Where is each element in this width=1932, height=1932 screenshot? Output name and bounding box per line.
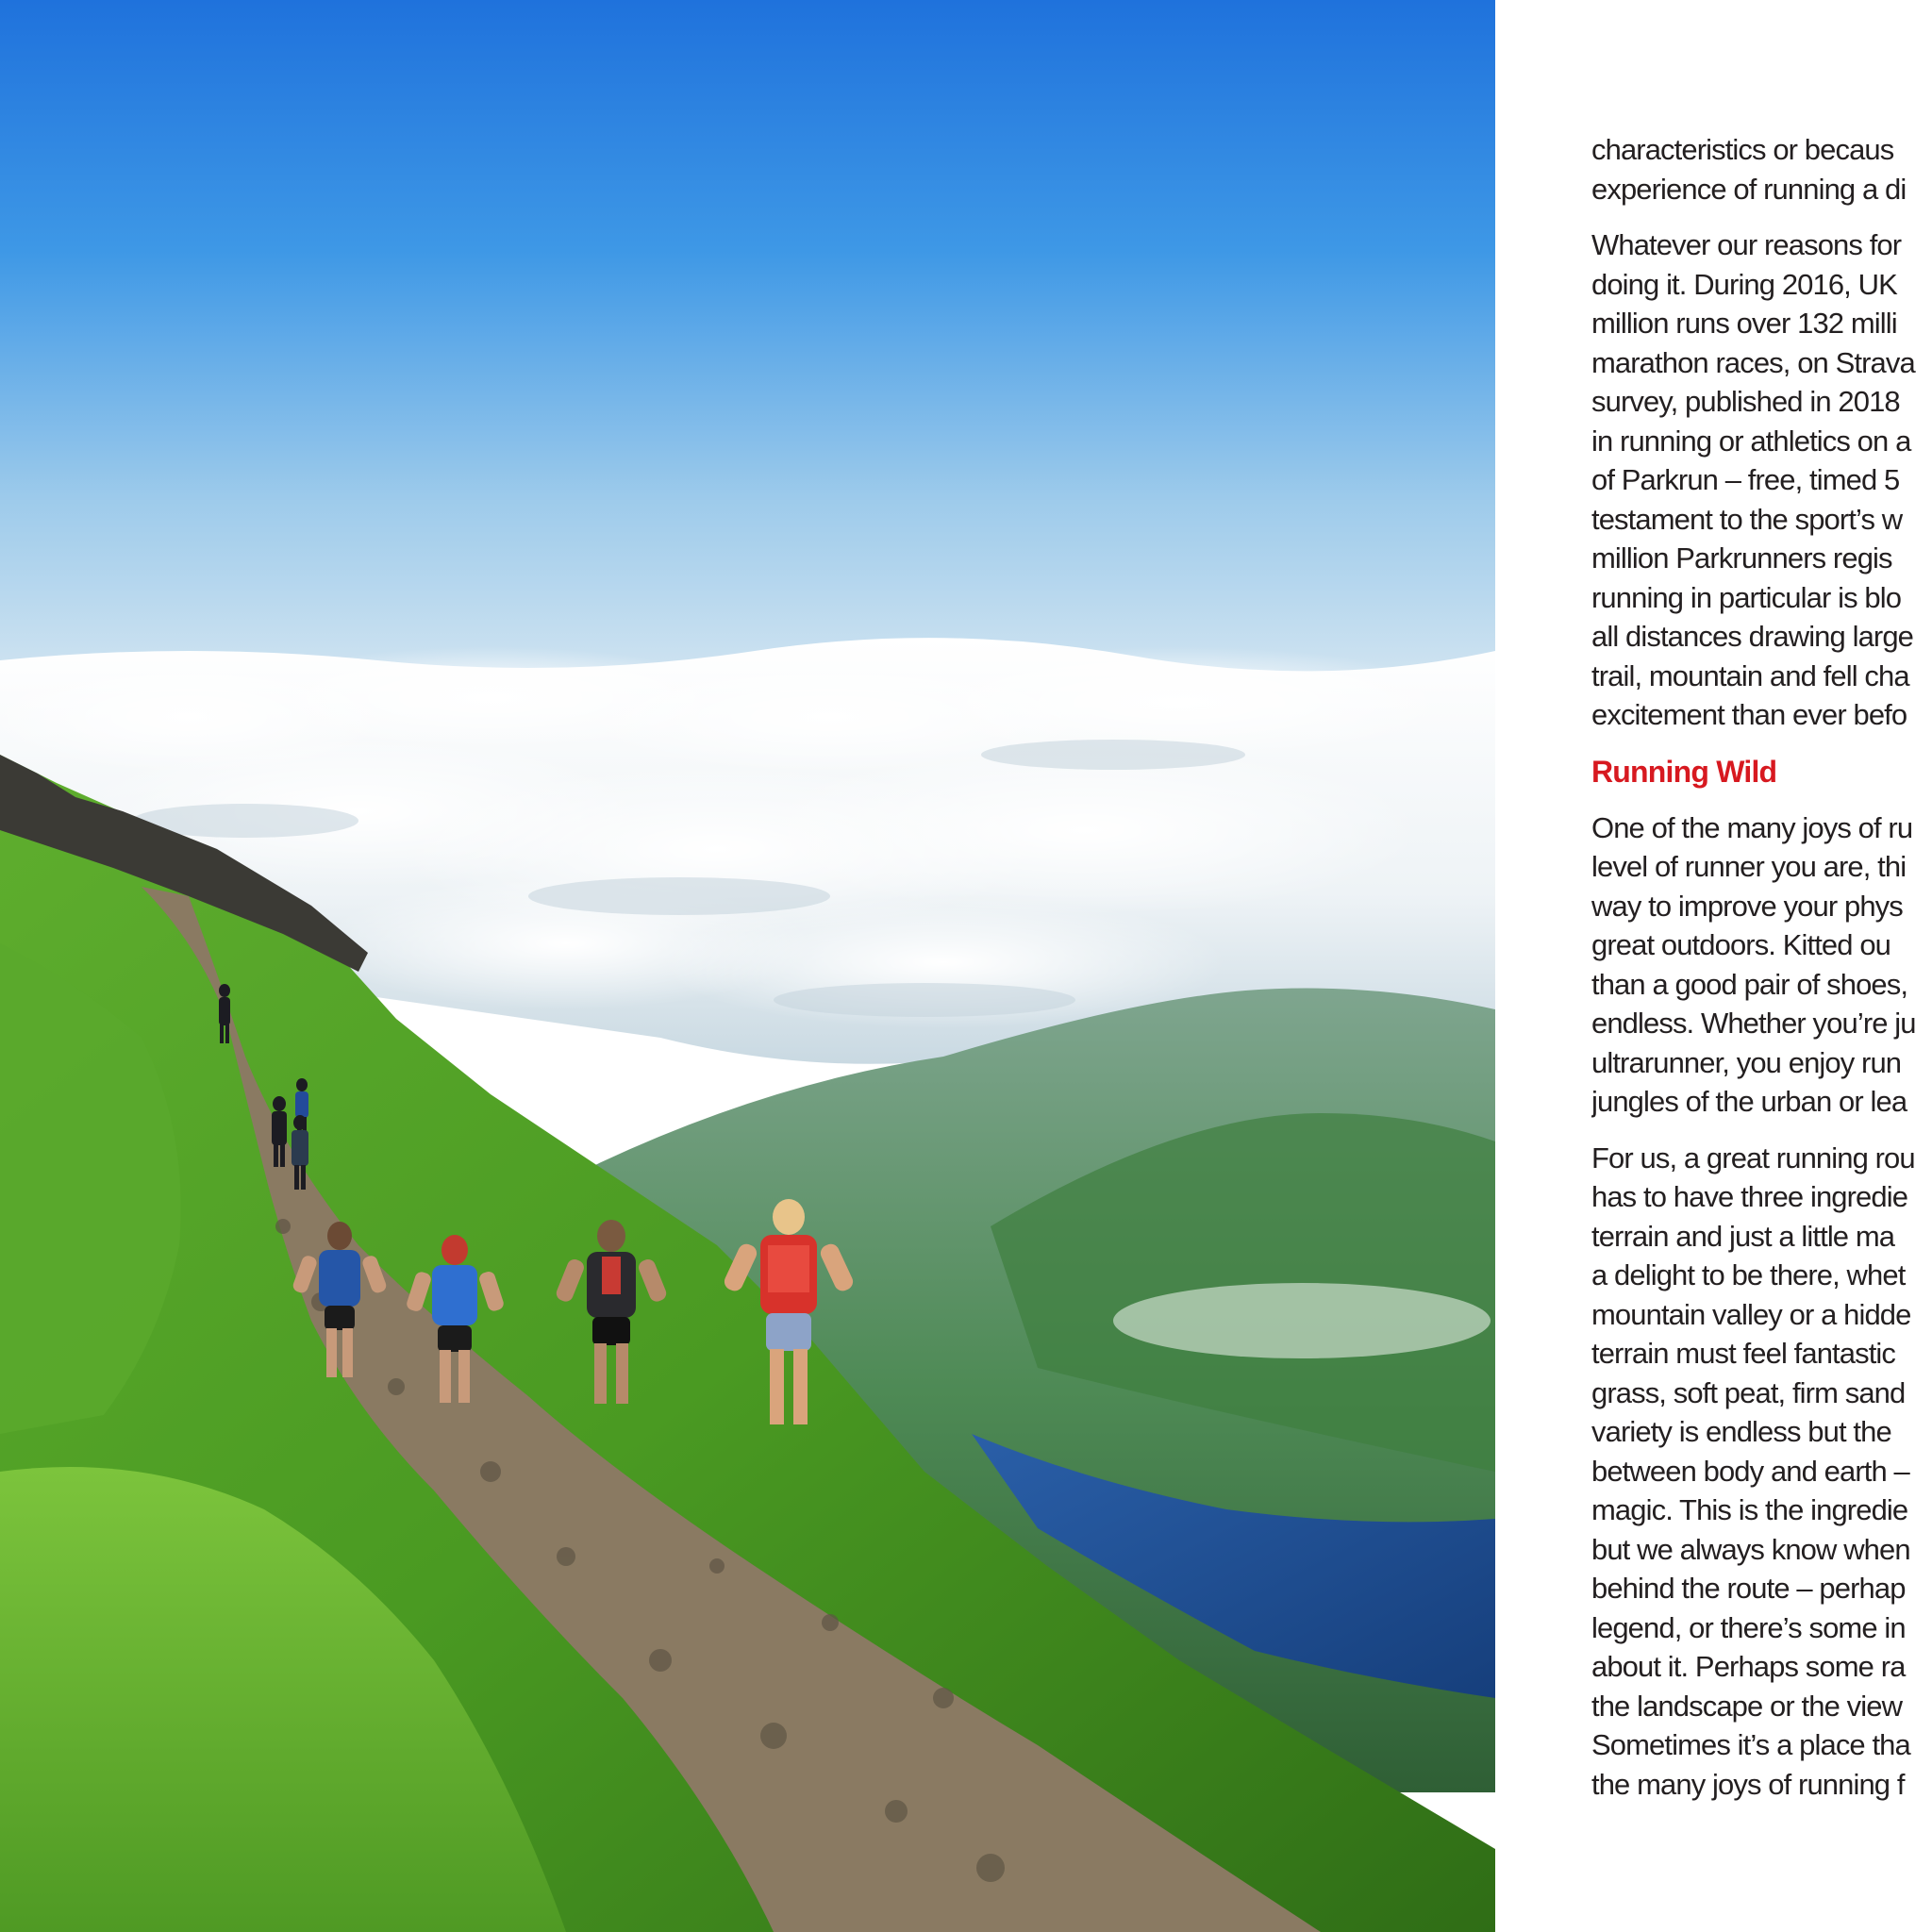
text-line: but we always know when — [1591, 1532, 1910, 1566]
text-line: legend, or there’s some in — [1591, 1610, 1906, 1644]
paragraph-1 — [1591, 130, 1932, 208]
text-line: way to improve your phys — [1591, 889, 1903, 923]
text-line: One of the many joys of ru — [1591, 810, 1913, 844]
text-line: terrain must feel fantastic — [1591, 1337, 1896, 1370]
text-line: grass, soft peat, firm sand — [1591, 1375, 1906, 1409]
text-line: experience of running a di — [1591, 172, 1907, 206]
text-line: great outdoors. Kitted ou — [1591, 928, 1891, 961]
text-line: million runs over 132 milli — [1591, 307, 1897, 340]
section-heading: Running Wild — [1591, 754, 1777, 789]
text-line: terrain and just a little ma — [1591, 1219, 1895, 1253]
text-line: For us, a great running rou — [1591, 1141, 1915, 1174]
text-line: jungles of the urban or lea — [1591, 1085, 1907, 1118]
text-line: variety is endless but the — [1591, 1415, 1891, 1448]
text-line: level of runner you are, thi — [1591, 850, 1907, 883]
text-line: the landscape or the view — [1591, 1689, 1903, 1723]
text-line: running in particular is blo — [1591, 580, 1902, 614]
text-line: has to have three ingredie — [1591, 1180, 1908, 1213]
text-line: ultrarunner, you enjoy run — [1591, 1045, 1902, 1079]
text-line: the many joys of running f — [1591, 1767, 1905, 1801]
text-line: mountain valley or a hidde — [1591, 1297, 1911, 1331]
paragraph-2 — [1591, 225, 1932, 735]
text-line: of Parkrun – free, timed 5 — [1591, 463, 1900, 496]
text-line: magic. This is the ingredie — [1591, 1493, 1908, 1526]
text-line: a delight to be there, whet — [1591, 1258, 1906, 1291]
text-line: than a good pair of shoes, — [1591, 967, 1908, 1001]
text-line: excitement than ever befo — [1591, 698, 1907, 731]
text-line: about it. Perhaps some ra — [1591, 1650, 1906, 1683]
text-line: survey, published in 2018 — [1591, 385, 1900, 418]
text-line: marathon races, on Strava — [1591, 345, 1915, 379]
text-line: all distances drawing large — [1591, 620, 1914, 653]
text-line: testament to the sport’s w — [1591, 502, 1903, 536]
text-line: in running or athletics on a — [1591, 424, 1911, 458]
paragraph-3 — [1591, 808, 1932, 1122]
paragraph-4 — [1591, 1139, 1932, 1805]
text-line: Whatever our reasons for — [1591, 228, 1902, 261]
text-line: endless. Whether you’re ju — [1591, 1007, 1916, 1040]
text-line: doing it. During 2016, UK — [1591, 267, 1897, 301]
text-line: Sometimes it’s a place tha — [1591, 1728, 1910, 1761]
text-line: characteristics or becaus — [1591, 133, 1894, 166]
text-line: behind the route – perhap — [1591, 1572, 1906, 1605]
text-line: trail, mountain and fell cha — [1591, 658, 1909, 692]
text-line: million Parkrunners regis — [1591, 541, 1892, 575]
text-column — [1591, 130, 1932, 1821]
text-line: between body and earth – — [1591, 1454, 1909, 1488]
